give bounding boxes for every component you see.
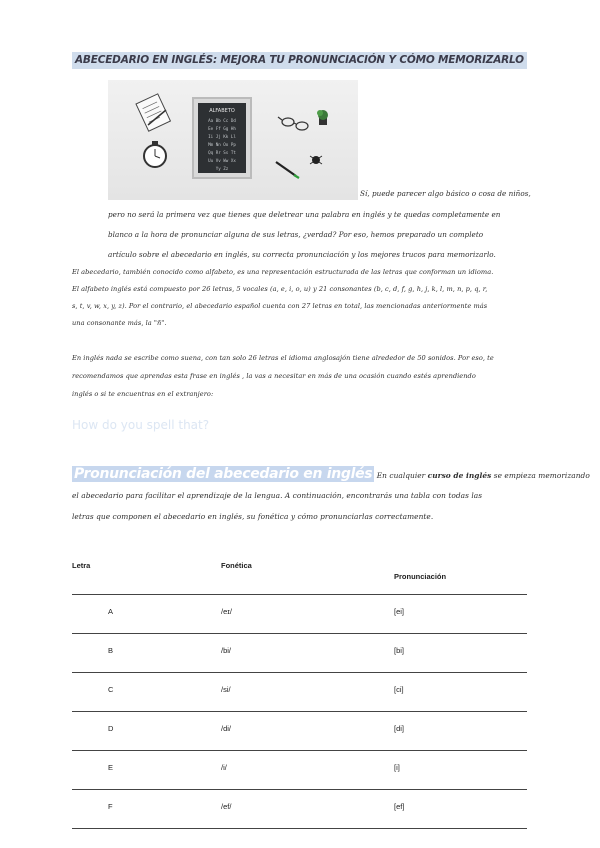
hero-image [108,80,358,200]
cell-pronunciacion: [ei] [394,607,405,616]
para1-line-1: El abecedario, también conocido como alfabeto, es una representación estructurada de las letras que conforman un idioma. [72,268,494,276]
plant-icon [317,110,328,125]
intro-line-3: blanco a la hora de pronunciar alguna de sus letras, ¿verdad? Por eso, hemos preparado un completo [108,230,484,239]
board-row: Aa Bb Cc Dd [208,118,236,123]
notepad-icon [136,94,170,131]
intro-line-1: Sí, puede parecer algo básico o cosa de niños, [360,189,531,198]
header-pronunciacion: Pronunciación [394,572,447,581]
cell-letra: D [108,724,114,733]
header-fonetica: Fonética [221,561,252,570]
cell-letra: B [108,646,114,655]
table-bottom-border [72,828,527,829]
board-title: ALFABETO [209,108,235,114]
cell-fonetica: /bi/ [221,646,232,655]
board-row: Yy Zz [215,166,229,171]
section-lead: En cualquier [374,471,428,480]
para2-line-3: inglés o si te encuentras en el extranjero: [72,390,214,398]
cell-pronunciacion: [i] [394,763,400,772]
section-rest: se empieza memorizando [491,471,590,480]
cell-fonetica: /eɪ/ [221,607,233,616]
table-row [72,711,527,750]
spell-question: How do you spell that? [72,418,210,432]
cell-fonetica: /di/ [221,724,232,733]
table-row [72,594,527,633]
para2-line-1: En inglés nada se escribe como suena, con tan solo 26 letras el idioma anglosajón tiene alrededor de 50 sonidos. Por eso, te [72,354,494,362]
table-row [72,750,527,789]
section-line-3: letras que componen el abecedario en inglés, su fonética y cómo pronunciarlas correctamente. [72,512,434,521]
course-link[interactable]: curso de inglés [427,471,492,480]
para2-line-2: recomendamos que aprendas esta frase en inglés , la vas a necesitar en más de una ocasión cuando estés aprendiendo [72,372,476,380]
pen-icon [276,162,299,178]
stopwatch-icon [144,141,166,167]
section-line-2: el abecedario para facilitar el aprendizaje de la lengua. A continuación, encontrarás una tabla con todas las [72,491,483,500]
cell-pronunciacion: [bi] [394,646,405,655]
section-line-1 [72,464,590,486]
cell-fonetica: /i/ [221,763,227,772]
chalkboard [193,98,251,178]
cell-pronunciacion: [ci] [394,685,404,694]
table-row [72,633,527,672]
cell-letra: E [108,763,114,772]
para1-line-2: El alfabeto inglés está compuesto por 26 letras, 5 vocales (a, e, i, o, u) y 21 consonantes (b, c, d, f, g, h, j, k, l, m, n, p, q, r, [72,285,488,293]
page-title: ABECEDARIO EN INGLÉS: MEJORA TU PRONUNCIACIÓN Y CÓMO MEMORIZARLO [72,52,527,69]
cell-pronunciacion: [di] [394,724,405,733]
cell-letra: C [108,685,114,694]
board-row: Ee Ff Gg Hh [208,126,236,131]
para1-line-4: una consonante más, la "ñ". [72,319,167,327]
section-heading: Pronunciación del abecedario en inglés [74,466,373,482]
cell-fonetica: /si/ [221,685,231,694]
cell-letra: A [108,607,114,616]
beetle-icon [310,156,322,164]
table-row [72,789,527,828]
para1-line-3: s, t, v, w, x, y, z). Por el contrario, el abecedario español cuenta con 27 letras en total, las mencionadas anteriormente más [72,302,488,310]
cell-pronunciacion: [ef] [394,802,405,811]
board-row: Mm Nn Oo Pp [208,142,236,147]
intro-line-2: pero no será la primera vez que tienes que deletrear una palabra en inglés y te quedas completamente en [108,210,501,219]
intro-line-4: artículo sobre el abecedario en inglés, su correcta pronunciación y los mejores trucos para memorizarlo. [108,250,496,259]
board-row: Qq Rr Ss Tt [208,150,236,155]
board-row: Uu Vv Ww Xx [208,158,236,163]
glasses-icon [278,117,308,130]
cell-letra: F [108,802,113,811]
header-letra: Letra [72,561,91,570]
table-row [72,672,527,711]
board-row: Ii Jj Kk Ll [208,134,236,139]
cell-fonetica: /ef/ [221,802,232,811]
